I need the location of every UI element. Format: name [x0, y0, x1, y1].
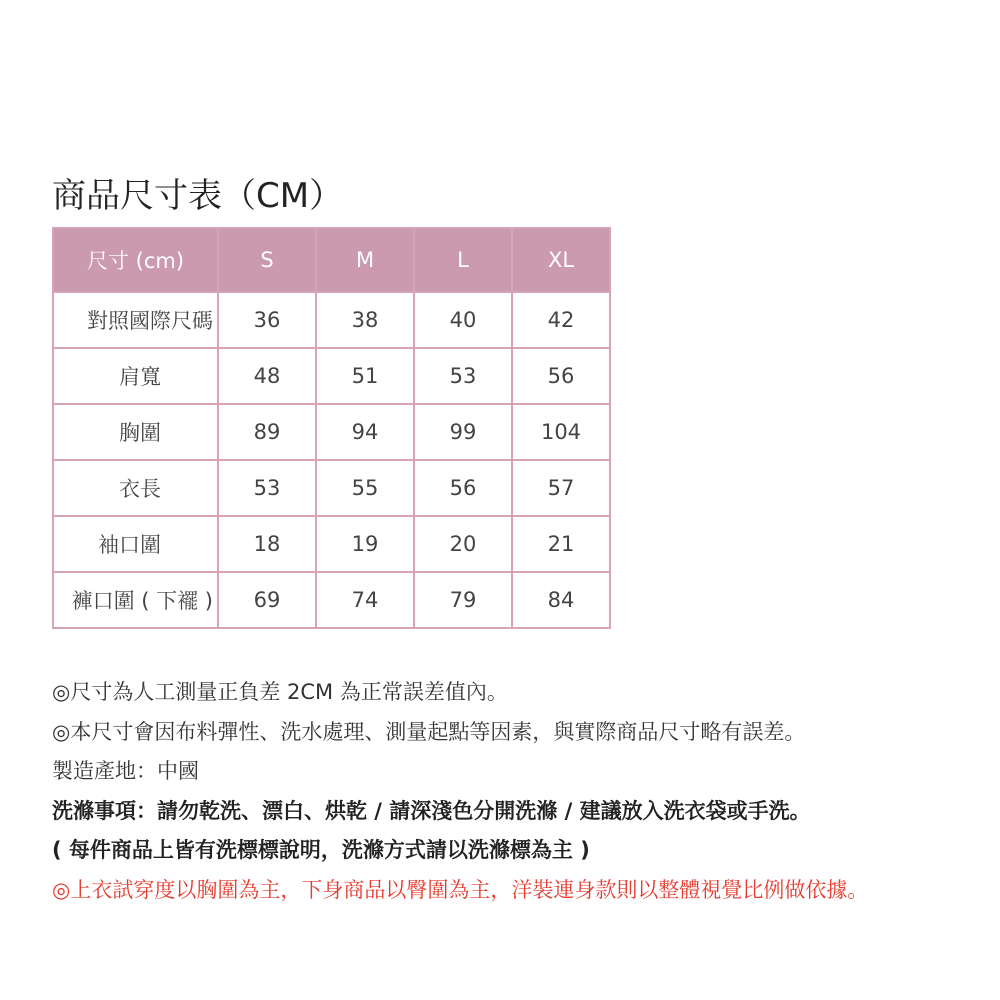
table-row [53, 516, 610, 572]
page-title: 商品尺寸表（CM） [52, 176, 344, 216]
table-row [53, 348, 610, 404]
table-cell: 84 [512, 572, 610, 628]
table-cell: 74 [316, 572, 414, 628]
table-cell: 56 [414, 460, 512, 516]
measurement-tolerance-note: ◎尺寸為人工測量正負差 2CM 為正常誤差值內。 [52, 680, 508, 704]
table-cell: 42 [512, 292, 610, 348]
header-size-l: L [414, 228, 512, 292]
table-cell: 18 [218, 516, 316, 572]
table-row [53, 460, 610, 516]
table-row [53, 572, 610, 628]
header-size-label: 尺寸 (cm) [53, 228, 218, 292]
washing-label-note: ( 每件商品上皆有洗標標說明，洗滌方式請以洗滌標為主 ) [52, 838, 590, 862]
table-row [53, 292, 610, 348]
header-size-s: S [218, 228, 316, 292]
table-cell: 48 [218, 348, 316, 404]
table-cell: 89 [218, 404, 316, 460]
table-header-row [53, 228, 610, 292]
table-cell: 53 [218, 460, 316, 516]
table-cell: 20 [414, 516, 512, 572]
notes-section [52, 673, 982, 910]
table-cell: 21 [512, 516, 610, 572]
table-cell: 38 [316, 292, 414, 348]
row-label: 胸圍 [53, 404, 218, 460]
table-cell: 79 [414, 572, 512, 628]
origin-note: 製造產地：中國 [52, 759, 199, 783]
row-label: 褲口圍 ( 下襬 ) [53, 572, 218, 628]
table-cell: 57 [512, 460, 610, 516]
fitting-guide-note: ◎上衣試穿度以胸圍為主，下身商品以臀圍為主，洋裝連身款則以整體視覺比例做依據。 [52, 877, 869, 902]
table-cell: 69 [218, 572, 316, 628]
header-size-m: M [316, 228, 414, 292]
size-table [52, 227, 611, 629]
table-cell: 99 [414, 404, 512, 460]
row-label: 肩寬 [53, 348, 218, 404]
row-label: 對照國際尺碼 [53, 292, 218, 348]
row-label: 衣長 [53, 460, 218, 516]
table-cell: 19 [316, 516, 414, 572]
table-cell: 36 [218, 292, 316, 348]
table-row [53, 404, 610, 460]
table-cell: 53 [414, 348, 512, 404]
table-cell: 104 [512, 404, 610, 460]
table-cell: 55 [316, 460, 414, 516]
table-cell: 56 [512, 348, 610, 404]
table-cell: 51 [316, 348, 414, 404]
fabric-variance-note: ◎本尺寸會因布料彈性、洗水處理、測量起點等因素，與實際商品尺寸略有誤差。 [52, 719, 806, 744]
table-cell: 40 [414, 292, 512, 348]
row-label: 袖口圍 [53, 516, 218, 572]
washing-instructions: 洗滌事項：請勿乾洗、漂白、烘乾 / 請深淺色分開洗滌 / 建議放入洗衣袋或手洗。 [52, 798, 811, 823]
table-cell: 94 [316, 404, 414, 460]
header-size-xl: XL [512, 228, 610, 292]
